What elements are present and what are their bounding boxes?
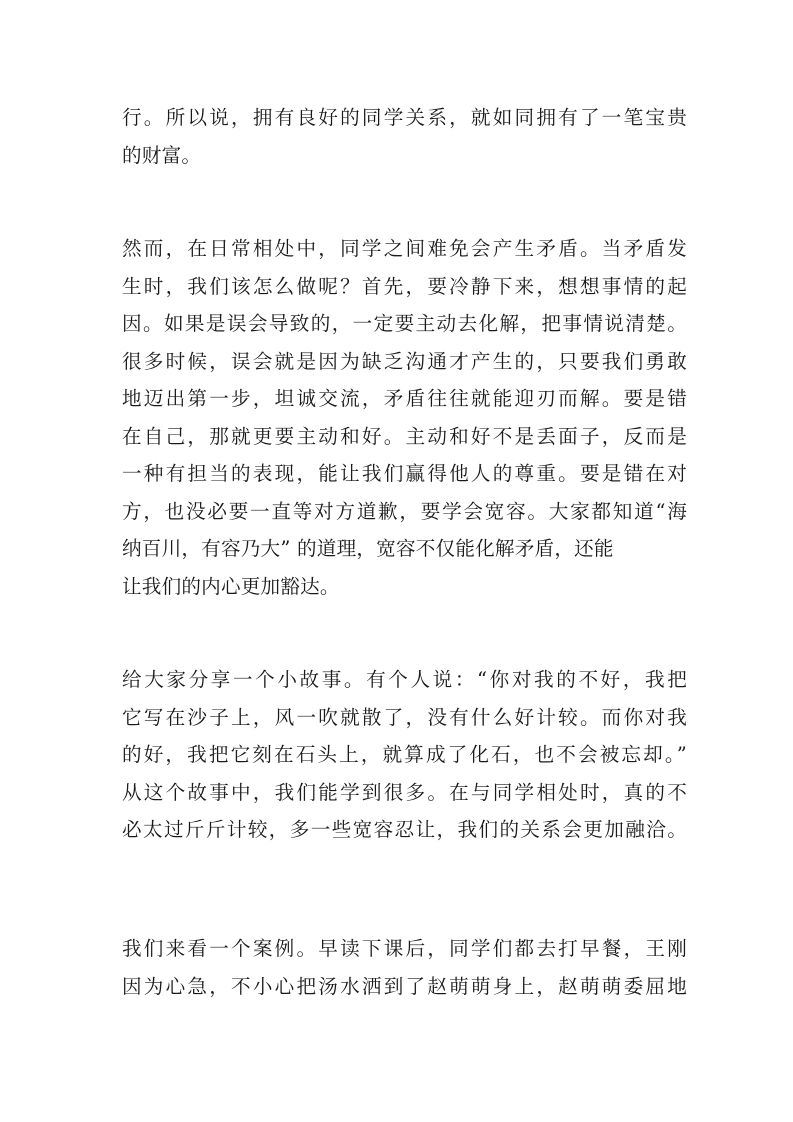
text-line: 从这个故事中，我们能学到很多。在与同学相处时，真的不 [122,780,687,804]
text-line: 给大家分享一个小故事。有个人说：“你对我的不好，我把 [122,668,687,691]
text-line: 很多时候，误会就是因为缺乏沟通才产生的，只要我们勇敢 [122,349,687,373]
text-line: 地迈出第一步，坦诚交流，矛盾往往就能迎刃而解。要是错 [122,387,687,410]
text-line: 的好，我把它刻在石头上，就算成了化石，也不会被忘却。” [122,743,687,766]
paragraph-3 [122,661,687,849]
text-line: 必太过斤斤计较，多一些宽容忍让，我们的关系会更加融洽。 [122,818,687,841]
paragraph-2 [122,230,687,605]
text-line: 生时，我们该怎么做呢？首先，要冷静下来，想想事情的起 [122,274,687,298]
text-line: 一种有担当的表现，能让我们赢得他人的尊重。要是错在对 [122,462,687,485]
text-line: 行。所以说，拥有良好的同学关系，就如同拥有了一笔宝贵 [122,106,687,129]
text-line: 纳百川，有容乃大” 的道理，宽容不仅能化解矛盾，还能 [122,537,614,560]
text-line: 然而，在日常相处中，同学之间难免会产生矛盾。当矛盾发 [122,237,687,260]
paragraph-1 [122,99,687,174]
text-line: 因为心急，不小心把汤水洒到了赵萌萌身上，赵萌萌委屈地 [122,974,687,998]
text-line: 方，也没必要一直等对方道歉，要学会宽容。大家都知道“海 [122,499,687,523]
text-line: 在自己，那就更要主动和好。主动和好不是丢面子，反而是 [122,424,687,448]
text-line: 它写在沙子上，风一吹就散了，没有什么好计较。而你对我 [122,705,687,729]
paragraph-4 [122,930,687,1005]
text-line: 的财富。 [122,143,202,167]
text-line: 因。如果是误会导致的，一定要主动去化解，把事情说清楚。 [122,312,687,335]
text-line: 我们来看一个案例。早读下课后，同学们都去打早餐，王刚 [122,937,687,960]
text-line: 让我们的内心更加豁达。 [122,574,340,598]
